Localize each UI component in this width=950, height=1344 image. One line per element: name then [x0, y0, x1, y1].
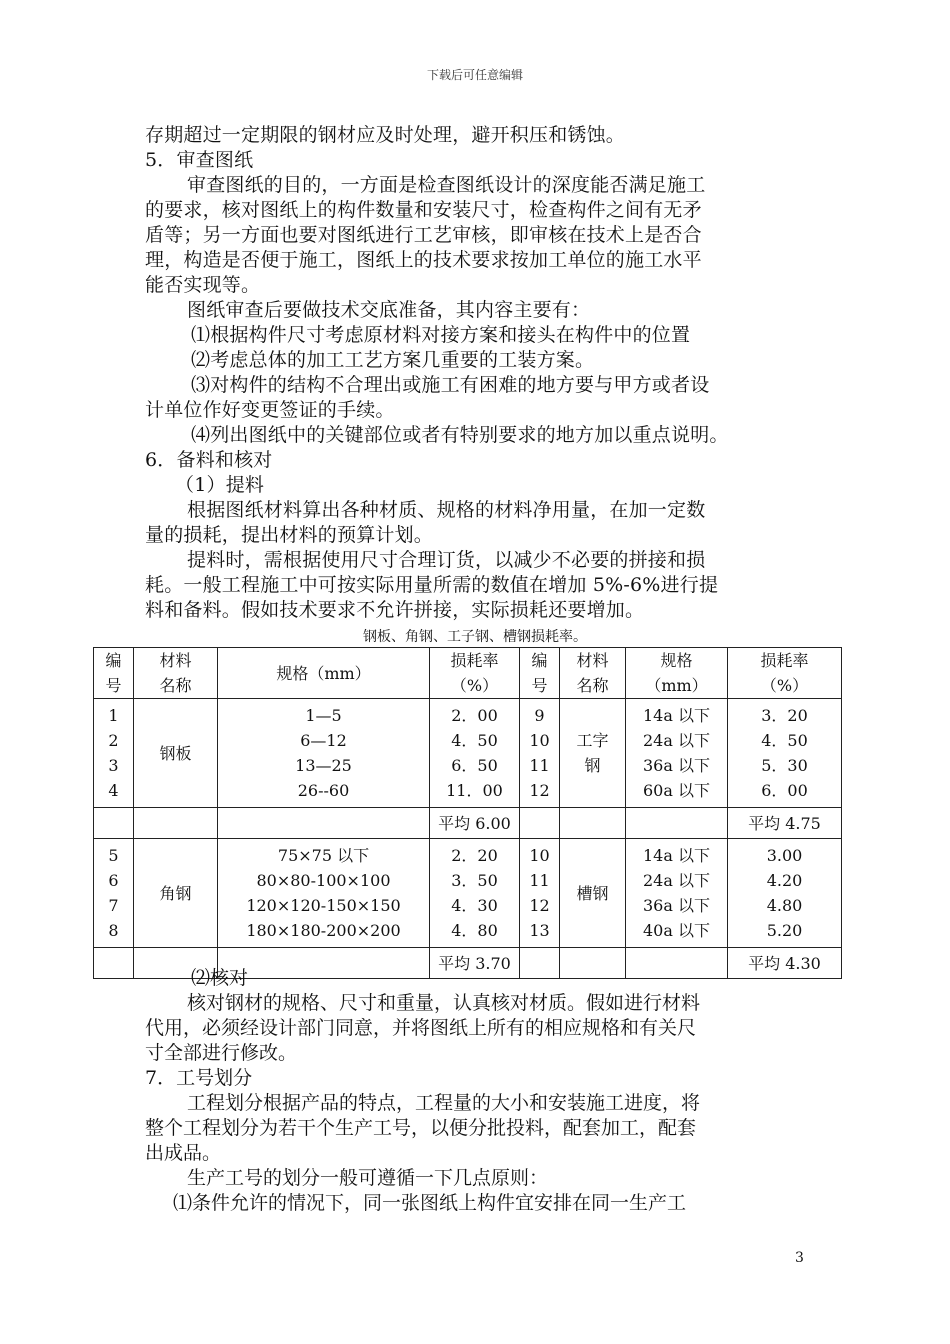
- cell-line: 12: [529, 781, 550, 800]
- paragraph-line: 图纸审查后要做技术交底准备，其内容主要有：: [187, 299, 591, 321]
- paragraph-line: 生产工号的划分一般可遵循一下几点原则：: [187, 1167, 549, 1189]
- cell-line: 名称: [576, 676, 609, 695]
- table-row-angle-steel: [94, 839, 842, 948]
- cell-line: 13—25: [295, 756, 352, 775]
- header-name-left: [134, 648, 218, 699]
- cell-average: 平均 3.70: [430, 948, 520, 979]
- header-no-left: [94, 648, 134, 699]
- cell-line: 规格: [660, 651, 693, 670]
- cell-rates: [728, 699, 842, 808]
- page-number: 3: [795, 1250, 804, 1266]
- cell-specs: [218, 699, 430, 808]
- cell-line: 损耗率: [450, 651, 499, 670]
- cell-line: 材料: [576, 651, 609, 670]
- cell-line: 5．30: [761, 756, 808, 775]
- cell-line: 8: [108, 921, 119, 940]
- cell-line: 36a 以下: [643, 896, 710, 915]
- cell-line: 11: [529, 756, 550, 775]
- cell-material-name: 角钢: [134, 839, 218, 948]
- page-header: 下载后可任意编辑: [426, 68, 523, 82]
- cell-line: 75×75 以下: [277, 846, 370, 865]
- header-rate-right: [728, 648, 842, 699]
- paragraph-line: ⑵核对: [191, 967, 249, 989]
- cell-line: 3: [108, 756, 119, 775]
- cell-material-name: [560, 699, 626, 808]
- cell-line: 60a 以下: [643, 781, 710, 800]
- table-caption: 钢板、角钢、工子钢、槽钢损耗率。: [363, 629, 587, 645]
- cell-material-name: [560, 839, 626, 948]
- paragraph-line: 7．工号划分: [145, 1067, 253, 1089]
- cell-line: 编: [105, 651, 122, 670]
- cell-line: 13: [529, 921, 550, 940]
- paragraph-line: 6．备料和核对: [145, 449, 273, 471]
- cell-line: 9: [534, 706, 545, 725]
- cell-line: （%）: [760, 676, 809, 695]
- cell-line: 10: [529, 731, 550, 750]
- cell-rates: [430, 699, 520, 808]
- paragraph-line: 根据图纸材料算出各种材质、规格的材料净用量，在加一定数: [187, 499, 706, 521]
- cell-line: 11: [529, 871, 550, 890]
- paragraph-line: 料和备料。假如技术要求不允许拼接，实际损耗还要增加。: [145, 599, 645, 621]
- cell-line: 2．20: [451, 846, 498, 865]
- cell-line: 36a 以下: [643, 756, 710, 775]
- paragraph-line: 出成品。: [145, 1142, 222, 1164]
- cell-line: 180×180-200×200: [246, 921, 401, 940]
- header-rate-left: [430, 648, 520, 699]
- cell-line: 4．30: [451, 896, 498, 915]
- cell-line: 24a 以下: [643, 871, 710, 890]
- paragraph-line: 计单位作好变更签证的手续。: [145, 399, 395, 421]
- paragraph-line: 提料时，需根据使用尺寸合理订货，以减少不必要的拼接和损: [187, 549, 706, 571]
- cell-line: 3.00: [766, 846, 803, 865]
- header-spec-left: [218, 648, 430, 699]
- cell-nos: [94, 699, 134, 808]
- cell-line: 6: [108, 871, 119, 890]
- header-no-right: [520, 648, 560, 699]
- paragraph-line: ⑷列出图纸中的关键部位或者有特别要求的地方加以重点说明。: [191, 424, 729, 446]
- cell-line: （mm）: [645, 676, 708, 695]
- cell-line: 4．50: [761, 731, 808, 750]
- cell-line: 5: [108, 846, 119, 865]
- cell-line: 1: [108, 706, 119, 725]
- cell-line: 钢: [584, 756, 601, 775]
- table-row-steel-plate: [94, 699, 842, 808]
- cell-line: 40a 以下: [643, 921, 710, 940]
- paragraph-line: 寸全部进行修改。: [145, 1042, 298, 1064]
- cell-line: 号: [105, 676, 122, 695]
- paragraph-line: ⑵考虑总体的加工工艺方案几重要的工装方案。: [191, 349, 595, 371]
- cell-line: 工字: [576, 731, 609, 750]
- paragraph-line: 整个工程划分为若干个生产工号，以便分批投料，配套加工，配套: [145, 1117, 697, 1139]
- cell-line: 规格（mm）: [276, 663, 371, 683]
- paragraph-line: ⑴条件允许的情况下，同一张图纸上构件宜安排在同一生产工: [173, 1192, 687, 1214]
- paragraph-line: 核对钢材的规格、尺寸和重量，认真核对材质。假如进行材料: [187, 992, 701, 1014]
- paragraph-line: 的要求，核对图纸上的构件数量和安装尺寸，检查构件之间有无矛: [145, 199, 702, 221]
- cell-nos: [94, 839, 134, 948]
- cell-line: 1—5: [305, 706, 342, 725]
- cell-line: 4．80: [451, 921, 498, 940]
- paragraph-line: 代用，必须经设计部门同意，并将图纸上所有的相应规格和有关尺: [145, 1017, 697, 1039]
- cell-line: 80×80-100×100: [256, 871, 391, 890]
- cell-line: 编: [531, 651, 548, 670]
- cell-line: 2．00: [451, 706, 498, 725]
- cell-nos: [520, 839, 560, 948]
- paragraph-line: 盾等；另一方面也要对图纸进行工艺审核，即审核在技术上是否合: [145, 224, 702, 246]
- cell-line: 4.20: [766, 871, 803, 890]
- cell-average: 平均 4.75: [728, 808, 842, 839]
- cell-nos: [520, 699, 560, 808]
- cell-rates: [430, 839, 520, 948]
- paragraph-line: （1）提料: [175, 474, 265, 496]
- paragraph-line: 审查图纸的目的，一方面是检查图纸设计的深度能否满足施工: [187, 174, 706, 196]
- loss-rate-table: [93, 647, 842, 979]
- cell-average: 平均 4.30: [728, 948, 842, 979]
- body-text-before-table: [145, 123, 835, 623]
- cell-material-name: 钢板: [134, 699, 218, 808]
- cell-line: 120×120-150×150: [246, 896, 401, 915]
- cell-specs: [218, 839, 430, 948]
- cell-line: （%）: [450, 676, 499, 695]
- cell-specs: [626, 839, 728, 948]
- cell-line: 6．00: [761, 781, 808, 800]
- paragraph-line: 存期超过一定期限的钢材应及时处理，避开积压和锈蚀。: [145, 124, 626, 146]
- cell-line: 材料: [159, 651, 192, 670]
- cell-line: 2: [108, 731, 119, 750]
- table-row-average: [94, 808, 842, 839]
- cell-rates: [728, 839, 842, 948]
- cell-line: 14a 以下: [643, 706, 710, 725]
- body-text-after-table: [145, 966, 835, 1216]
- cell-line: 14a 以下: [643, 846, 710, 865]
- cell-line: 4．50: [451, 731, 498, 750]
- cell-line: 3．20: [761, 706, 808, 725]
- cell-line: 24a 以下: [643, 731, 710, 750]
- cell-line: 号: [531, 676, 548, 695]
- cell-line: 5.20: [766, 921, 803, 940]
- paragraph-line: 耗。一般工程施工中可按实际用量所需的数值在增加 5%-6%进行提: [145, 574, 719, 596]
- cell-line: 11．00: [446, 781, 503, 800]
- cell-line: 4.80: [766, 896, 803, 915]
- paragraph-line: ⑶对构件的结构不合理出或施工有困难的地方要与甲方或者设: [191, 374, 710, 396]
- cell-line: 槽钢: [576, 883, 609, 903]
- cell-average: 平均 6.00: [430, 808, 520, 839]
- cell-line: 12: [529, 896, 550, 915]
- paragraph-line: 量的损耗，提出材料的预算计划。: [145, 524, 434, 546]
- cell-specs: [626, 699, 728, 808]
- cell-line: 26--60: [297, 781, 350, 800]
- paragraph-line: 工程划分根据产品的特点，工程量的大小和安装施工进度，将: [187, 1092, 701, 1114]
- header-name-right: [560, 648, 626, 699]
- cell-line: 7: [108, 896, 119, 915]
- cell-line: 损耗率: [760, 651, 809, 670]
- cell-line: 3．50: [451, 871, 498, 890]
- paragraph-line: ⑴根据构件尺寸考虑原材料对接方案和接头在构件中的位置: [191, 324, 691, 346]
- paragraph-line: 5．审查图纸: [145, 149, 254, 171]
- paragraph-line: 能否实现等。: [145, 274, 261, 296]
- cell-line: 4: [108, 781, 119, 800]
- cell-line: 10: [529, 846, 550, 865]
- table-header-row: [94, 648, 842, 699]
- header-spec-right: [626, 648, 728, 699]
- paragraph-line: 理，构造是否便于施工，图纸上的技术要求按加工单位的施工水平: [145, 249, 702, 271]
- cell-line: 6．50: [451, 756, 498, 775]
- cell-line: 名称: [159, 676, 192, 695]
- cell-line: 6—12: [300, 731, 347, 750]
